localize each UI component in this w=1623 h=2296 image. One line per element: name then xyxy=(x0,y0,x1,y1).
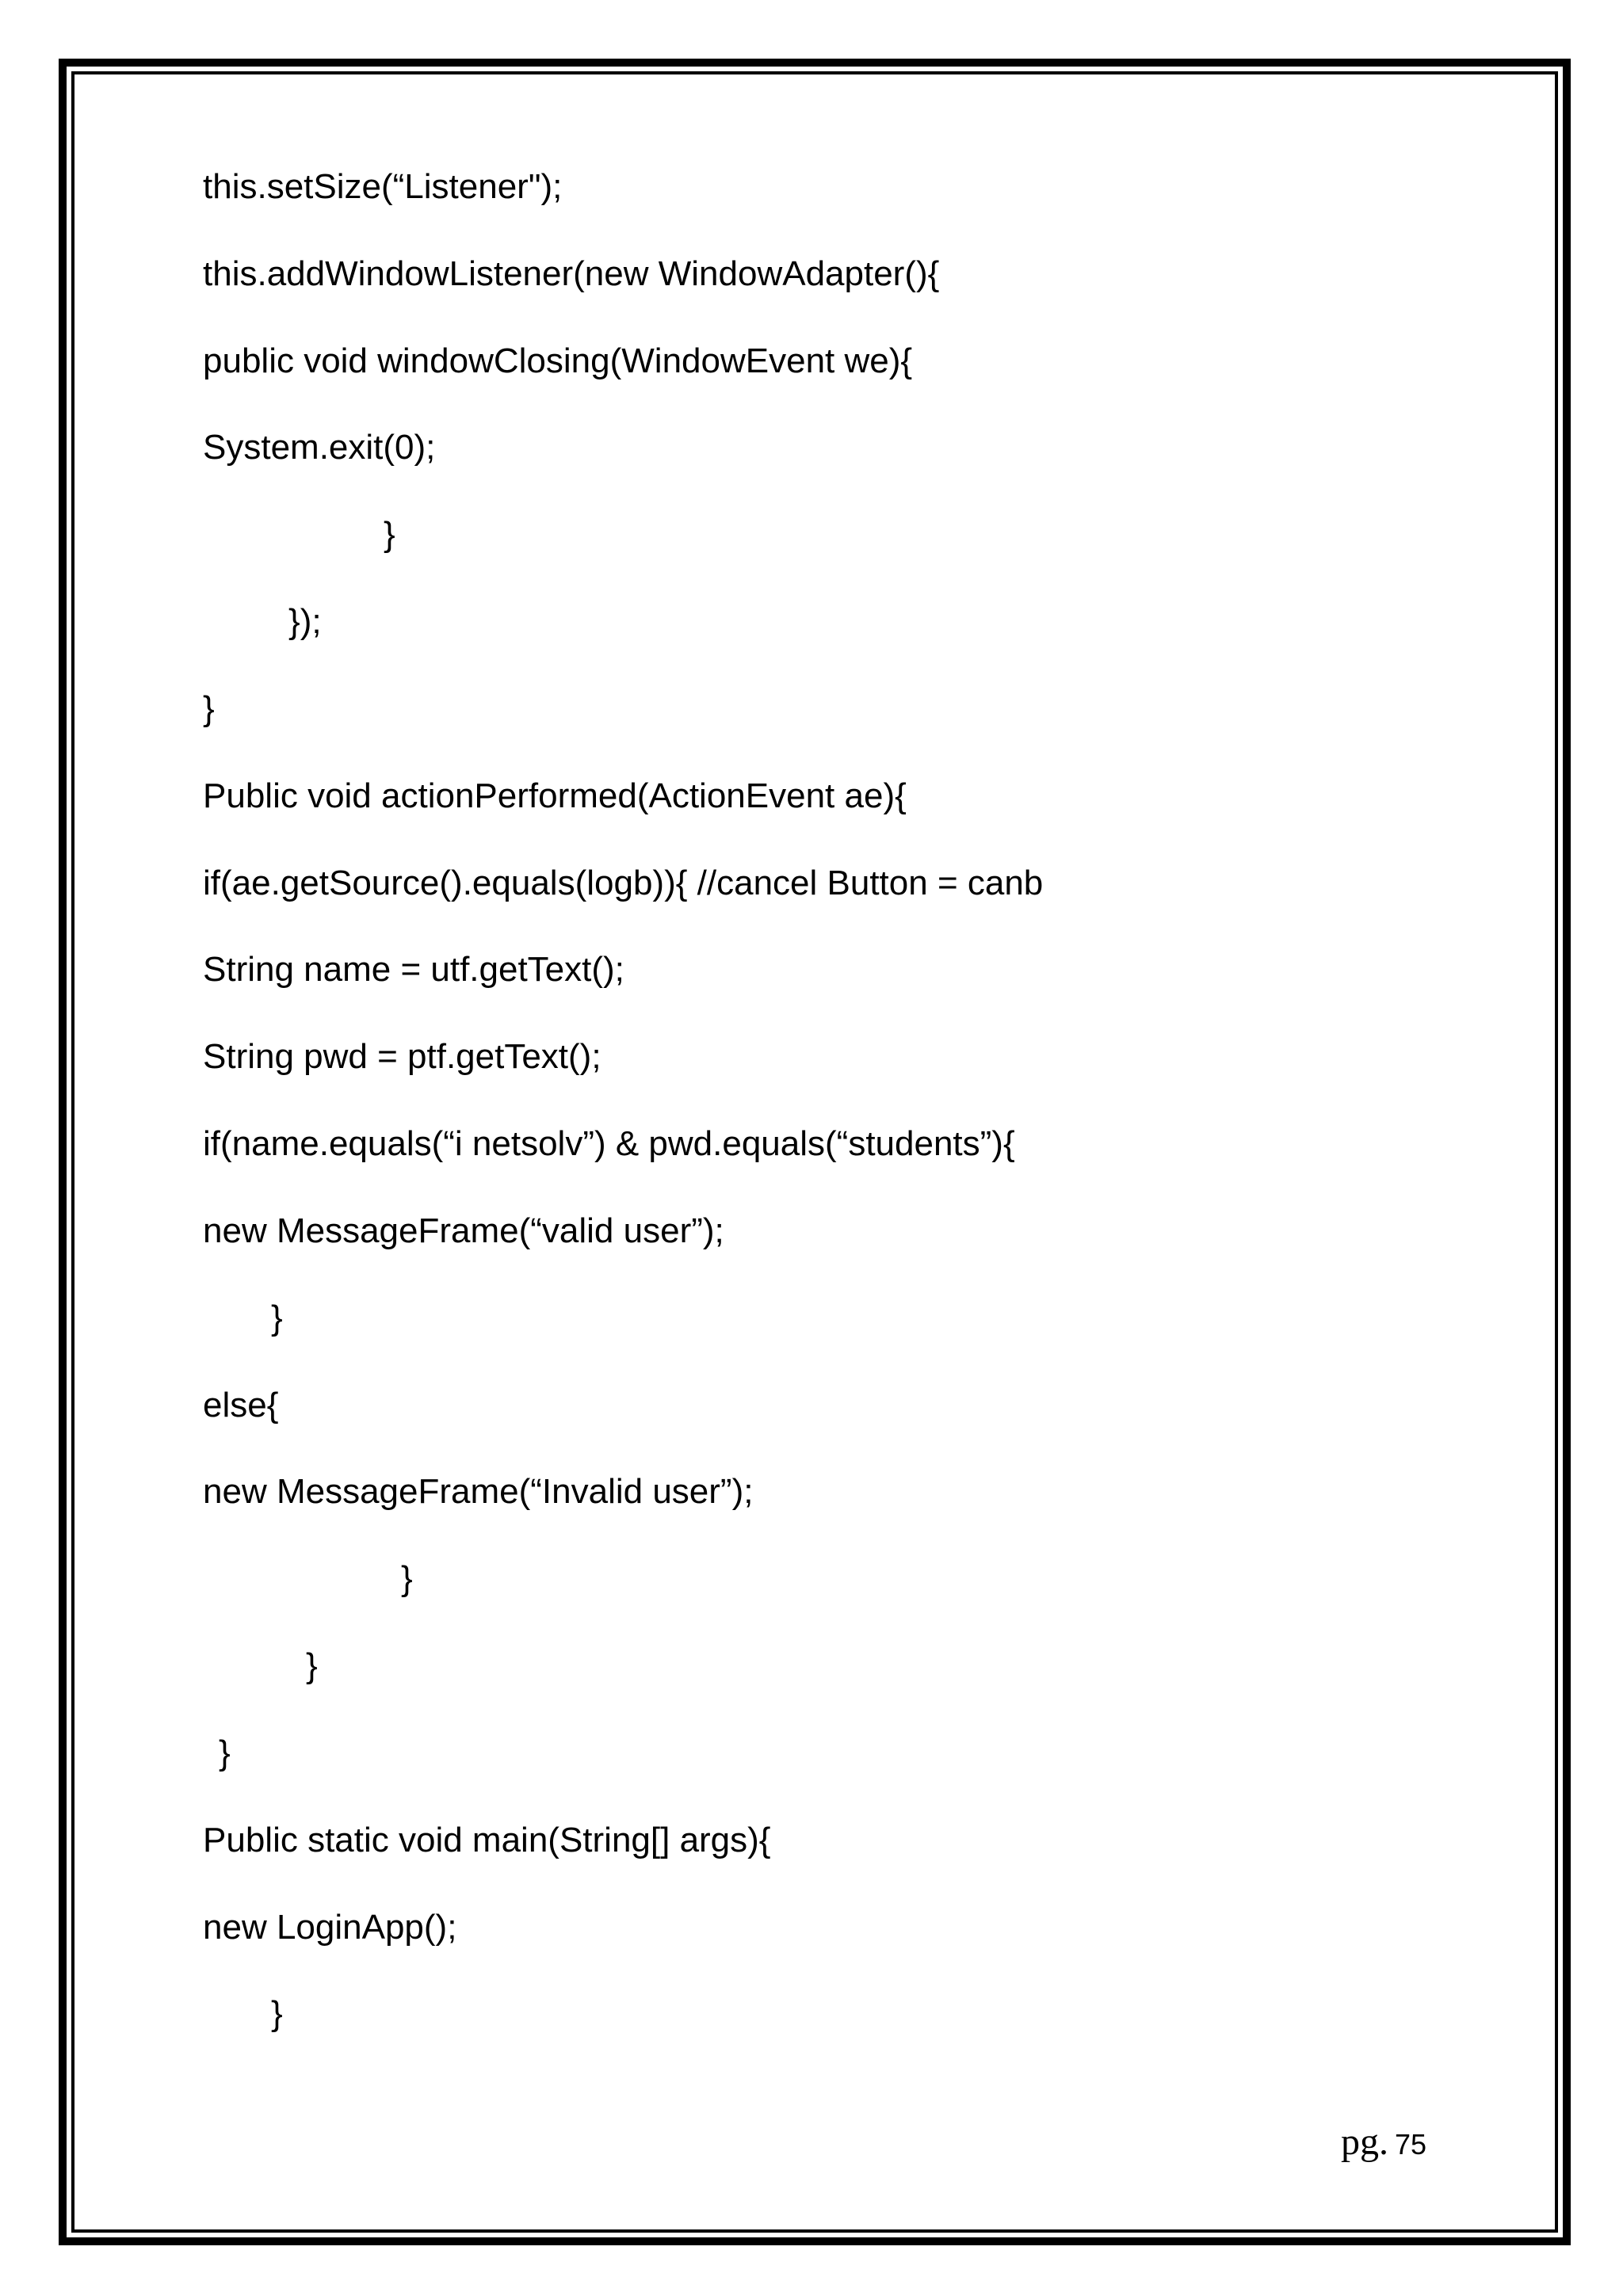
page-number xyxy=(1341,2120,1426,2167)
code-line: } xyxy=(219,1733,231,1772)
code-line: public void windowClosing(WindowEvent we){ xyxy=(203,341,913,380)
code-line: String pwd = ptf.getText(); xyxy=(203,1037,601,1076)
code-line: System.exit(0); xyxy=(203,428,436,467)
page-number-value: 75 xyxy=(1395,2128,1427,2161)
code-line: this.setSize(“Listener"); xyxy=(203,167,563,206)
code-line: else{ xyxy=(203,1386,279,1425)
code-line: Public static void main(String[] args){ xyxy=(203,1821,771,1859)
code-line: } xyxy=(271,1994,283,2033)
code-line: if(name.equals(“i netsolv”) & pwd.equals(“students”){ xyxy=(203,1124,1015,1163)
code-line: String name = utf.getText(); xyxy=(203,950,624,989)
code-line: if(ae.getSource().equals(logb)){ //cancel Button = canb xyxy=(203,864,1044,902)
code-line: }); xyxy=(288,602,322,641)
code-line: } xyxy=(271,1299,283,1337)
code-line: new MessageFrame(“valid user”); xyxy=(203,1211,724,1250)
page-label: pg. xyxy=(1341,2121,1388,2163)
code-line: } xyxy=(203,689,215,728)
code-line: } xyxy=(384,515,395,554)
code-line: } xyxy=(306,1646,318,1685)
code-line: this.addWindowListener(new WindowAdapter(){ xyxy=(203,254,940,293)
code-line: new MessageFrame(“Invalid user”); xyxy=(203,1472,754,1511)
code-line: new LoginApp(); xyxy=(203,1908,457,1947)
code-line: Public void actionPerformed(ActionEvent ae){ xyxy=(203,776,907,815)
code-line: } xyxy=(401,1559,413,1598)
